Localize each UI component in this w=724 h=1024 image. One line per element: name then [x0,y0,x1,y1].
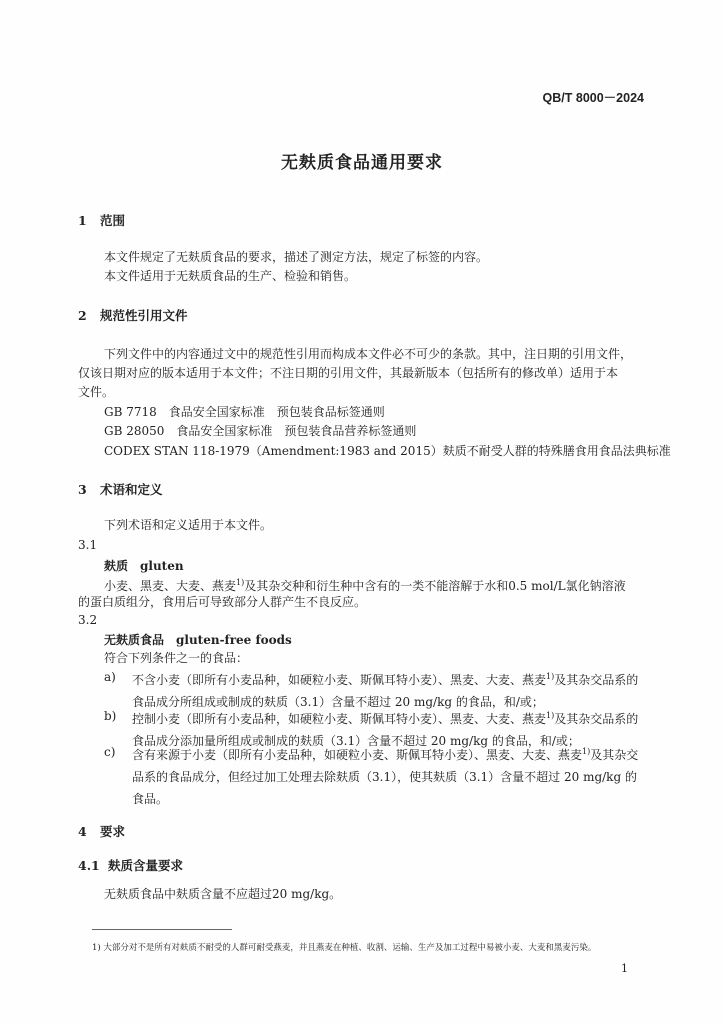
section-1-paragraph-1: 本文件规定了无麸质食品的要求，描述了测定方法，规定了标签的内容。 [104,250,489,264]
term-3-1-number: 3.1 [78,538,98,552]
section-2-heading [78,306,188,324]
term-3-2-intro: 符合下列条件之一的食品： [104,651,249,665]
footnote-divider [92,929,232,930]
section-2-intro-line-2: 仅该日期对应的版本适用于本文件；不注日期的引用文件，其最新版本（包括所有的修改单）适用于本 [78,366,619,380]
term-3-2-number: 3.2 [78,613,98,627]
document-title: 无麸质食品通用要求 [281,153,443,173]
term-3-1-title: 麸质 gluten [104,559,184,573]
term-3-2-title: 无麸质食品 gluten-free foods [104,633,292,647]
term-3-1-definition-line-1: 小麦、黑麦、大麦、燕麦$^{1)}$及其杂交种和衍生种中含有的一类不能溶解于水和0.5 mol/L氯化钠溶液 [104,578,626,593]
standard-code: QB/T 8000－2024 [542,91,644,105]
reference-item: GB 7718 食品安全国家标准 预包装食品标签通则 [104,405,385,419]
section-title: 要求 [100,824,126,839]
list-item-text: 含有来源于小麦（即所有小麦品种，如硬粒小麦、斯佩耳特小麦）、黑麦、大麦、燕麦$^{1)}$及其杂交品系的食品成分，但经过加工处理去除麸质（3.1），使其麸质（3.1）含量不超过 20 mg/kg 的食品。 [132,747,639,806]
section-number: 1 [78,213,87,228]
section-number: 2 [78,308,87,323]
section-number: 4.1 [78,858,100,873]
section-1-paragraph-2: 本文件适用于无麸质食品的生产、检验和销售。 [104,269,357,283]
section-title: 范围 [100,213,126,228]
section-2-intro-line-3: 文件。 [78,385,115,399]
reference-item: CODEX STAN 118-1979（Amendment:1983 and 2015）麸质不耐受人群的特殊膳食用食品法典标准 [104,444,671,458]
section-4-1-text: 无麸质食品中麸质含量不应超过20 mg/kg。 [104,887,342,901]
term-3-1-definition-line-2: 的蛋白质组分，食用后可导致部分人群产生不良反应。 [78,595,367,609]
list-marker: a) [104,670,116,684]
section-number: 4 [78,824,87,839]
condition-item-c [104,741,644,810]
section-4-1-heading [78,856,183,874]
section-title: 术语和定义 [100,482,163,497]
section-title: 麸质含量要求 [108,858,184,873]
section-3-heading [78,480,163,498]
section-2-intro-line-1: 下列文件中的内容通过文中的规范性引用而构成本文件必不可少的条款。其中，注日期的引用文件， [104,347,633,361]
footnote-ref: 1) [546,711,555,720]
section-1-heading [78,211,125,229]
footnote-ref: 1) [546,672,555,681]
page-number: 1 [621,962,628,975]
reference-item: GB 28050 食品安全国家标准 预包装食品营养标签通则 [104,424,417,438]
section-number: 3 [78,482,87,497]
footnote-ref: 1) [582,747,591,756]
footnote-ref: 1) [236,578,245,587]
list-item-text: 控制小麦（即所有小麦品种，如硬粒小麦、斯佩耳特小麦）、黑麦、大麦、燕麦$^{1)}$及其杂交品系的食品成分添加量所组成或制成的麸质（3.1）含量不超过 20 mg/kg 的食品，和/或； [132,711,639,748]
list-marker: b) [104,709,117,723]
section-3-intro: 下列术语和定义适用于本文件。 [104,518,273,532]
list-marker: c) [104,745,116,759]
list-item-text: 不含小麦（即所有小麦品种，如硬粒小麦、斯佩耳特小麦）、黑麦、大麦、燕麦$^{1)}$及其杂交品系的食品成分所组成或制成的麸质（3.1）含量不超过 20 mg/kg 的食品，和/或； [132,672,639,709]
section-4-heading [78,822,125,840]
footnote: 1) 大部分对不是所有对麸质不耐受的人群可耐受燕麦，并且燕麦在种植、收割、运输、生产及加工过程中易被小麦、大麦和黑麦污染。 [92,943,597,953]
section-title: 规范性引用文件 [100,308,188,323]
